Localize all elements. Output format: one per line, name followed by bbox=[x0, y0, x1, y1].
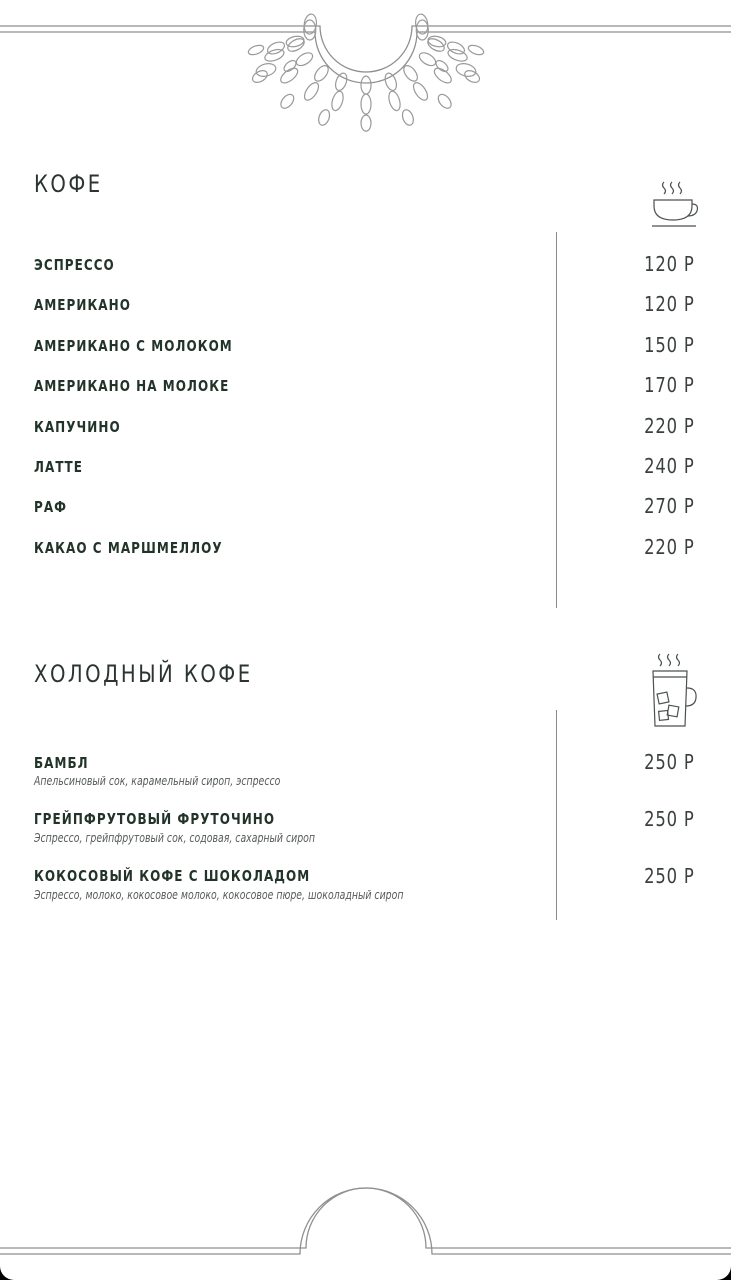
coffee-item-price: 150 Р bbox=[644, 333, 695, 357]
leaf-shape bbox=[434, 58, 450, 73]
leaf-shape bbox=[302, 80, 321, 102]
cold-coffee-divider-line bbox=[556, 710, 557, 920]
leaf-shape bbox=[436, 92, 454, 111]
leaf-shape bbox=[255, 62, 277, 79]
leaf-shape bbox=[467, 44, 485, 57]
leaf-shape bbox=[387, 90, 402, 112]
leaf-shape bbox=[294, 50, 315, 68]
leaf-shape bbox=[278, 66, 300, 86]
iced-coffee-glass-icon bbox=[648, 650, 700, 730]
leaf-shape bbox=[455, 62, 477, 79]
coffee-item-price: 270 Р bbox=[644, 494, 695, 518]
leaf-shape bbox=[317, 108, 332, 126]
cold-coffee-item-name: КОКОСОВЫЙ КОФЕ С ШОКОЛАДОМ bbox=[34, 867, 311, 885]
cold-coffee-item-name: БАМБЛ bbox=[34, 754, 89, 772]
cold-coffee-item-description: Апельсиновый сок, карамельный сироп, эспрессо bbox=[34, 774, 281, 788]
leaf-shape bbox=[432, 66, 454, 86]
leaf-shape bbox=[383, 72, 399, 92]
leaf-shape bbox=[361, 115, 371, 131]
cold-coffee-item-price: 250 Р bbox=[644, 807, 695, 831]
coffee-item-price: 220 Р bbox=[644, 535, 695, 559]
hot-coffee-cup-icon bbox=[650, 178, 700, 230]
coffee-item-price: 120 Р bbox=[644, 292, 695, 316]
leaf-shape bbox=[247, 44, 265, 57]
cold-coffee-item-description: Эспрессо, грейпфрутовый сок, содовая, сахарный сироп bbox=[34, 831, 315, 845]
cold-coffee-item-price: 250 Р bbox=[644, 750, 695, 774]
coffee-item-name: ЭСПРЕССО bbox=[34, 256, 115, 274]
coffee-item-price: 240 Р bbox=[644, 454, 695, 478]
coffee-item-price: 170 Р bbox=[644, 373, 695, 397]
leaf-shape bbox=[330, 90, 345, 112]
coffee-item-price: 220 Р bbox=[644, 414, 695, 438]
leaf-shape bbox=[282, 58, 298, 73]
coffee-item-name: АМЕРИКАНО С МОЛОКОМ bbox=[34, 337, 233, 355]
leaf-shape bbox=[361, 76, 371, 94]
coffee-item-price: 120 Р bbox=[644, 252, 695, 276]
coffee-item-name: АМЕРИКАНО НА МОЛОКЕ bbox=[34, 377, 230, 395]
coffee-item-name: КАПУЧИНО bbox=[34, 418, 121, 436]
leaf-shape bbox=[411, 80, 430, 102]
leaf-shape bbox=[400, 108, 415, 126]
leaf-shape bbox=[417, 50, 438, 68]
section-title-coffee: КОФЕ bbox=[34, 170, 103, 198]
coffee-item-name: РАФ bbox=[34, 498, 68, 516]
cold-coffee-item-price: 250 Р bbox=[644, 864, 695, 888]
cold-coffee-item-description: Эспрессо, молоко, кокосовое молоко, кокосовое пюре, шоколадный сироп bbox=[34, 888, 404, 902]
leaf-shape bbox=[361, 94, 371, 114]
leaf-shape bbox=[333, 72, 349, 92]
cold-coffee-item-name: ГРЕЙПФРУТОВЫЙ ФРУТОЧИНО bbox=[34, 810, 276, 828]
coffee-item-name: ЛАТТЕ bbox=[34, 458, 84, 476]
section-title-cold-coffee: ХОЛОДНЫЙ КОФЕ bbox=[34, 660, 253, 688]
leaf-shape bbox=[278, 92, 296, 111]
coffee-item-name: КАКАО С МАРШМЕЛЛОУ bbox=[34, 539, 223, 557]
coffee-divider-line bbox=[556, 232, 557, 608]
coffee-item-name: АМЕРИКАНО bbox=[34, 296, 131, 314]
